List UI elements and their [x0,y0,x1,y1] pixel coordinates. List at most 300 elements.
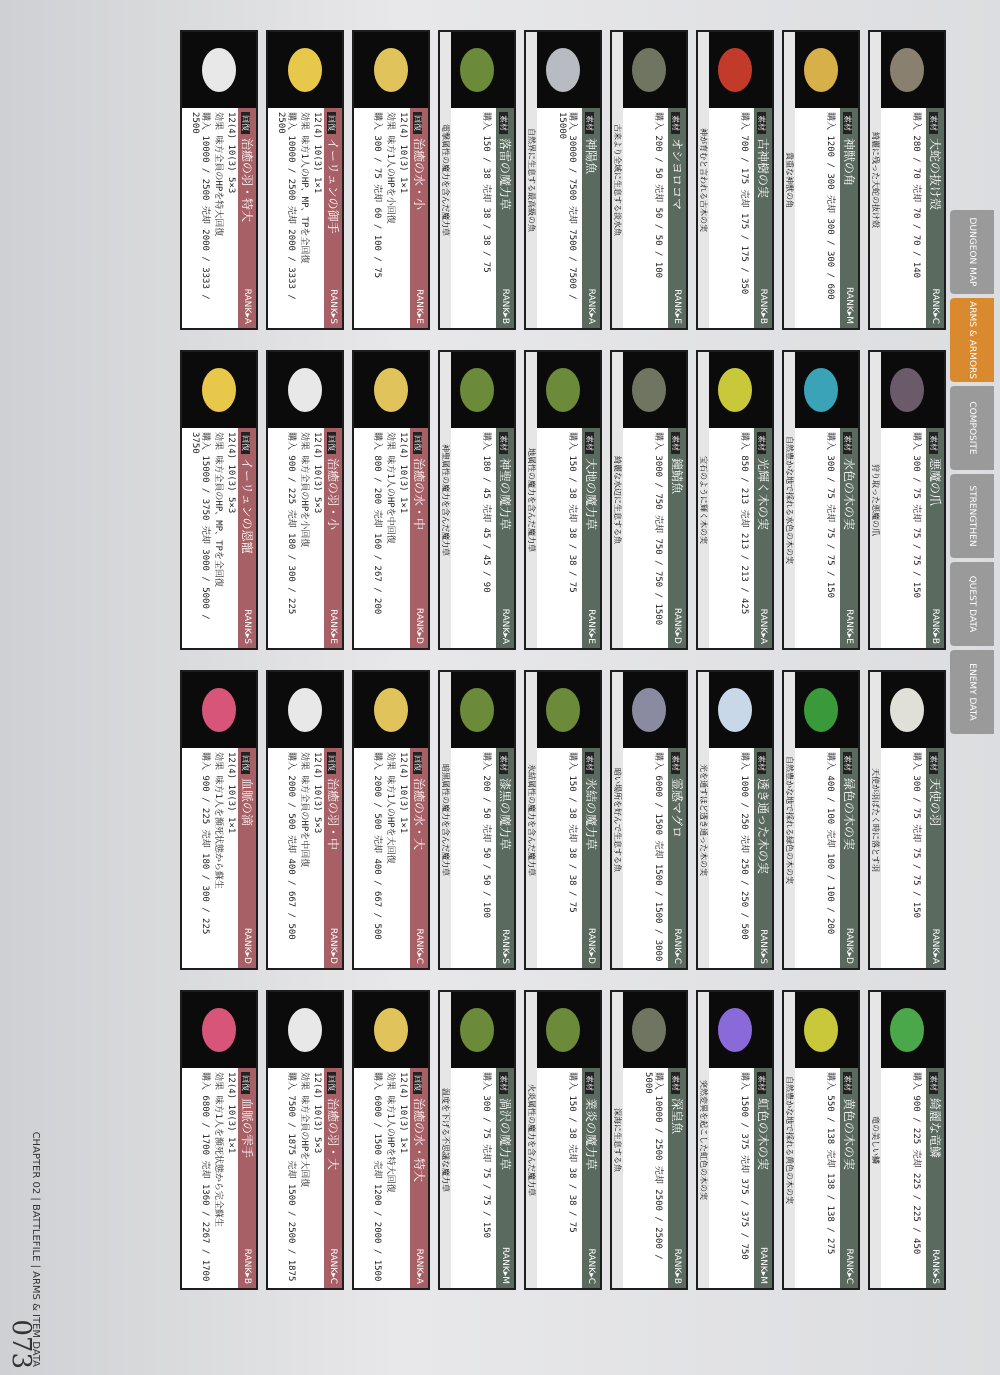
heal-stats-row: 12(4) 10(3) 5×3 [312,1072,322,1154]
item-stats [182,428,238,648]
material-item-card [438,990,516,1290]
item-rank: RANK▸D [586,927,596,964]
heal-effect: 効果 味方1人を瀕死状態から蘇生 [213,752,223,889]
heal-effect: 効果 味方1人のHPを特大回復 [385,1072,395,1193]
price-row: 購入 200 / 50 売却 50 / 50 / 100 [481,752,491,919]
material-item-card [782,350,860,650]
section-tabs [950,0,994,1375]
item-rank: RANK▸S [500,929,510,964]
item-name: 治癒の羽・小 [326,458,340,531]
icon-shape [804,688,838,732]
tab-label: STRENGTHEN [967,485,977,547]
heal-stats-row: 12(4) 10(3) 5×3 [226,432,236,514]
item-header [496,428,514,648]
icon-shape [202,688,236,732]
item-header [668,108,686,328]
heal-item-card [266,30,344,330]
item-category: 回復 [241,752,250,774]
item-rank: RANK▸S [242,609,252,644]
item-category: 素材 [843,112,852,134]
snake-skin-icon [870,32,944,108]
price-row: 購入 1000 / 250 売却 250 / 250 / 500 [739,752,749,940]
icon-shape [632,48,666,92]
tuna-icon [612,672,686,748]
icon-shape [460,1008,494,1052]
tab-label: DUNGEON MAP [967,217,977,287]
item-name: 天使の羽 [928,778,942,827]
material-item-card [782,30,860,330]
item-name: 綺麗な竜鱗 [928,1098,942,1159]
material-item-card [610,670,688,970]
item-header [668,428,686,648]
icon-shape [288,48,322,92]
item-category: 素材 [843,752,852,774]
item-name: 治癒の羽・大 [326,1098,340,1171]
icon-shape [632,368,666,412]
item-category: 素材 [929,112,938,134]
red-potion-icon [182,992,256,1068]
item-category: 素材 [757,752,766,774]
item-rank: RANK▸M [844,287,854,324]
item-category: 素材 [671,112,680,134]
potion-icon [354,352,428,428]
price-row: 購入 850 / 213 売却 213 / 213 / 425 [739,432,749,615]
icon-shape [804,1008,838,1052]
fish-icon [612,32,686,108]
item-header [324,1068,342,1288]
fish-icon [612,352,686,428]
item-name: 透き通った木の実 [756,778,770,875]
item-header [496,748,514,968]
price-row: 購入 10000 / 2500 売却 2000 / 3333 / 2500 [276,112,296,300]
potion-icon [354,992,428,1068]
price-row: 購入 10000 / 2500 売却 2500 / 2500 / 5000 [643,1072,663,1260]
item-header [238,1068,256,1288]
item-header [754,1068,772,1288]
item-category: 素材 [671,752,680,774]
leaf-icon [440,32,514,108]
price-row: 購入 400 / 100 売却 100 / 100 / 200 [825,752,835,935]
item-stats [268,428,324,648]
item-rank: RANK▸D [672,607,682,644]
heal-item-card [266,990,344,1290]
icon-shape [890,48,924,92]
icon-shape [804,48,838,92]
item-header [324,428,342,648]
item-header [926,108,944,328]
item-header [582,748,600,968]
icon-shape [546,1008,580,1052]
item-rank: RANK▸C [414,928,424,964]
item-name: 治癒の水・中 [412,458,426,531]
leaf-icon [526,352,600,428]
item-stats [354,748,410,968]
item-name: イーリュンの御手 [326,138,340,234]
tab-label: ARMS & ARMORS [967,301,977,379]
price-row: 購入 15000 / 3750 売却 3000 / 5000 / 3750 [190,432,210,620]
item-category: 素材 [757,1072,766,1094]
icon-shape [632,1008,666,1052]
item-header [840,108,858,328]
item-column [46,30,946,330]
icon-shape [546,368,580,412]
rainbow-fruit-icon [698,992,772,1068]
icon-shape [890,688,924,732]
item-description: 暗黒属性の魔力を含んだ魔力草 [440,672,451,968]
material-item-card [610,990,688,1290]
item-description: 自然豊かな地で採れる黄色の木の実 [784,992,795,1288]
feather-icon [268,672,342,748]
item-rank: RANK▸M [758,1247,768,1284]
item-description: 突然変異を起こした虹色の木の実 [698,992,709,1288]
green-fruit-icon [784,672,858,748]
icon-shape [718,1008,752,1052]
material-item-card [696,350,774,650]
item-category: 回復 [241,112,250,134]
scale-icon [870,992,944,1068]
item-stats [268,108,324,328]
potion-icon [354,672,428,748]
item-category: 回復 [413,432,422,454]
item-header [238,748,256,968]
item-rank: RANK▸E [414,289,424,324]
price-row: 購入 1500 / 375 売却 375 / 375 / 750 [739,1072,749,1260]
item-description: 深海に生息する魚 [612,992,623,1288]
item-header [238,108,256,328]
item-category: 回復 [327,112,336,134]
tab-strengthen[interactable] [950,474,994,558]
material-item-card [782,990,860,1290]
item-header [582,108,600,328]
item-name: イーリュンの恩寵 [240,458,254,554]
price-row: 購入 150 / 38 売却 38 / 38 / 75 [567,1072,577,1233]
item-rank: RANK▸E [328,609,338,644]
item-name: 黄色の木の実 [842,1098,856,1171]
heal-stats-row: 12(4) 10(3) 1×1 [398,1072,408,1154]
material-item-card [524,350,602,650]
leaf-icon [440,672,514,748]
material-item-card [524,990,602,1290]
heal-item-card [180,30,258,330]
item-category: 素材 [671,1072,680,1094]
icon-shape [288,368,322,412]
fish-icon [612,992,686,1068]
wing-icon [870,672,944,748]
tab-label: COMPOSITE [967,401,977,455]
price-row: 購入 900 / 225 売却 180 / 300 / 225 [286,432,296,615]
tab-composite[interactable] [950,386,994,470]
price-row: 購入 900 / 225 売却 180 / 300 / 225 [200,752,210,935]
material-item-card [868,30,946,330]
item-description: 神が育むと言われる古木の実 [698,32,709,328]
price-row: 購入 280 / 70 売却 70 / 70 / 140 [911,112,921,279]
item-header [410,428,428,648]
item-stats [354,108,410,328]
material-item-card [868,350,946,650]
item-description: 火炎属性の魔力を含んだ魔力草 [526,992,537,1288]
item-name: 血脈の滴 [240,778,254,827]
item-description: 綺麗に残った大蛇の抜け殻 [870,32,881,328]
icon-shape [374,688,408,732]
item-header [496,108,514,328]
page-number: 073 [6,1319,36,1369]
price-row: 購入 300 / 75 売却 75 / 75 / 150 [911,432,921,599]
item-name: 深皇魚 [670,1098,684,1135]
material-item-card [696,670,774,970]
material-item-card [696,30,774,330]
heal-stats-row: 12(4) 10(3) 5×3 [312,432,322,514]
item-rank: RANK▸A [500,608,510,644]
price-row: 購入 700 / 175 売却 175 / 175 / 350 [739,112,749,295]
item-name: 治癒の羽・中 [326,778,340,851]
material-item-card [438,670,516,970]
material-item-card [868,990,946,1290]
price-row: 購入 1200 / 300 売却 300 / 300 / 600 [825,112,835,300]
item-category: 素材 [499,752,508,774]
item-stats [354,1068,410,1288]
item-rank: RANK▸D [242,927,252,964]
item-rank: RANK▸A [242,288,252,324]
item-rank: RANK▸C [844,1248,854,1284]
item-description: 自然豊かな地で採れる水色の木の実 [784,352,795,648]
icon-shape [202,48,236,92]
item-description: 自然豊かな地で採れる緑色の木の実 [784,672,795,968]
item-category: 素材 [929,752,938,774]
price-row: 購入 300 / 75 売却 75 / 75 / 150 [911,752,921,919]
item-rank: RANK▸D [414,607,424,644]
item-header [926,428,944,648]
item-category: 素材 [585,112,594,134]
price-row: 購入 7500 / 1875 売却 1500 / 2500 / 1875 [286,1072,296,1282]
red-potion-icon [182,672,256,748]
price-row: 購入 550 / 138 売却 138 / 138 / 275 [825,1072,835,1255]
item-rank: RANK▸B [930,608,940,644]
item-name: 氷結の魔力草 [584,778,598,851]
silver-fish-icon [526,32,600,108]
heal-stats-row: 12(4) 10(3) 1×1 [226,1072,236,1154]
heal-stats-row: 12(4) 10(3) 5×3 [226,112,236,194]
tab-arms-armors[interactable] [950,298,994,382]
price-row: 購入 6000 / 1500 売却 1500 / 1500 / 3000 [653,752,663,962]
heal-effect: 効果 味方全員のHPを特大回復 [213,112,223,237]
item-category: 素材 [929,1072,938,1094]
heal-item-card [352,30,430,330]
item-header [410,748,428,968]
item-name: 古神樹の実 [756,138,770,199]
item-rank: RANK▸S [930,1249,940,1284]
blue-fruit-icon [784,352,858,428]
item-rank: RANK▸E [844,609,854,644]
heal-item-card [180,990,258,1290]
item-rank: RANK▸A [930,928,940,964]
item-rank: RANK▸A [414,1248,424,1284]
item-description: 天使が羽ばたく時に落とす羽 [870,672,881,968]
heal-item-card [266,670,344,970]
item-name: オシヨロコマ [670,138,684,211]
item-header [410,108,428,328]
item-category: 回復 [413,112,422,134]
price-row: 購入 3000 / 750 売却 750 / 750 / 1500 [653,432,663,626]
item-header [582,428,600,648]
material-item-card [610,350,688,650]
price-row: 購入 180 / 45 売却 45 / 45 / 90 [481,432,491,593]
item-description: 古来より全域に生息する淡水魚 [612,32,623,328]
item-category: 素材 [585,1072,594,1094]
item-name: 光輝く木の実 [756,458,770,531]
heal-effect: 効果 味方1人のHP、MP、TPを全回復 [299,112,309,264]
item-name: 鐘鯖魚 [670,458,684,495]
item-name: 落雷の魔力草 [498,138,512,211]
item-name: 緑色の木の実 [842,778,856,851]
heal-effect: 効果 味方1人のHPを大回復 [385,752,395,864]
item-rank: RANK▸C [586,1248,596,1284]
leaf-icon [440,352,514,428]
heal-item-card [352,350,430,650]
icon-shape [718,368,752,412]
price-row: 購入 200 / 50 売却 50 / 50 / 100 [653,112,663,279]
item-rank: RANK▸C [328,1248,338,1284]
item-description: 暗い場所を好んで生息する魚 [612,672,623,968]
price-row: 購入 150 / 38 売却 38 / 38 / 75 [567,432,577,593]
item-rank: RANK▸B [758,288,768,324]
item-header [324,108,342,328]
price-row: 購入 800 / 200 売却 160 / 267 / 200 [372,432,382,615]
heal-stats-row: 12(4) 10(3) 1×1 [398,752,408,834]
item-category: 素材 [929,432,938,454]
item-category: 素材 [671,432,680,454]
tab-enemy-data[interactable] [950,650,994,734]
item-rank: RANK▸D [328,927,338,964]
heal-effect: 効果 味方1人のHPを小回復 [385,112,395,224]
heal-effect: 効果 味方全員のHPを中回復 [299,752,309,868]
item-rank: RANK▸S [758,929,768,964]
item-description: 自然界に生息する最高級の魚 [526,32,537,328]
item-header [840,1068,858,1288]
item-category: 素材 [757,112,766,134]
item-description: 光を通すほど透き通った木の実 [698,672,709,968]
item-name: 渦沢の魔力草 [498,1098,512,1171]
heal-stats-row: 12(4) 10(3) 1×1 [226,752,236,834]
price-row: 購入 6800 / 1700 売却 1360 / 2267 / 1700 [200,1072,210,1282]
item-category: 回復 [413,752,422,774]
item-rank: RANK▸M [500,1247,510,1284]
price-row: 購入 2000 / 500 売却 400 / 667 / 500 [286,752,296,940]
item-rank: RANK▸E [586,609,596,644]
item-description: 電撃属性の魔力を含んだ魔力草 [440,32,451,328]
item-category: 素材 [585,432,594,454]
feather-icon [268,992,342,1068]
item-name: 業炎の魔力草 [584,1098,598,1171]
price-row: 購入 10000 / 2500 売却 2000 / 3333 / 2500 [190,112,210,300]
item-description: 温度を下げる不思議な魔力草 [440,992,451,1288]
item-header [754,108,772,328]
item-category: 回復 [327,432,336,454]
item-category: 回復 [413,1072,422,1094]
item-category: 素材 [499,1072,508,1094]
feather-icon [182,32,256,108]
item-description: 狩り取った悪魔の爪 [870,352,881,648]
icon-shape [718,688,752,732]
tab-label: QUEST DATA [967,575,977,633]
item-header [668,1068,686,1288]
item-name: 治癒の水・小 [412,138,426,211]
heal-effect: 効果 味方全員のHP、MP、TPを全回復 [213,432,223,587]
heal-stats-row: 12(4) 10(3) 1×1 [398,432,408,514]
item-name: 水色の木の実 [842,458,856,531]
item-rank: RANK▸B [500,288,510,324]
item-name: 大地の魔力草 [584,458,598,531]
price-row: 購入 300 / 75 売却 75 / 75 / 150 [825,432,835,599]
item-header [926,1068,944,1288]
item-rank: RANK▸B [242,1248,252,1284]
item-name: 治癒の羽・特大 [240,138,254,223]
icon-shape [804,368,838,412]
heal-effect: 効果 味方全員のHPを小回復 [299,432,309,548]
leaf-icon [526,672,600,748]
item-stats [182,748,238,968]
item-header [324,748,342,968]
red-fruit-icon [698,32,772,108]
price-row: 購入 6000 / 1500 売却 1200 / 2000 / 1500 [372,1072,382,1282]
yellow-fruit-icon [784,992,858,1068]
tab-label: ENEMY DATA [967,663,977,721]
heal-stats-row: 12(4) 10(3) 1×1 [312,112,322,194]
icon-shape [460,368,494,412]
item-category: 素材 [585,752,594,774]
material-item-card [524,670,602,970]
heal-item-card [180,350,258,650]
tab-quest-data[interactable] [950,562,994,646]
feather-icon [268,352,342,428]
item-name: 大蛇の抜け殻 [928,138,942,211]
tab-dungeon-map[interactable] [950,210,994,294]
item-category: 回復 [327,1072,336,1094]
icon-shape [374,48,408,92]
item-column [46,670,946,970]
gold-potion-icon [268,32,342,108]
price-row: 購入 150 / 38 売却 38 / 38 / 75 [481,112,491,273]
item-header [840,428,858,648]
material-item-card [782,670,860,970]
item-header [754,748,772,968]
item-description: 宝石のように輝く木の実 [698,352,709,648]
item-header [582,1068,600,1288]
price-row: 購入 150 / 38 売却 38 / 38 / 75 [567,752,577,913]
item-stats [354,428,410,648]
icon-shape [890,368,924,412]
potion-icon [354,32,428,108]
icon-shape [890,1008,924,1052]
item-category: 回復 [327,752,336,774]
heal-effect: 効果 味方1人のHPを中回復 [385,432,395,544]
leaf-icon [440,992,514,1068]
item-category: 素材 [843,1072,852,1094]
item-rank: RANK▸C [672,928,682,964]
item-name: 神聖の魔力草 [498,458,512,531]
item-header [926,748,944,968]
heal-stats-row: 12(4) 10(3) 1×1 [398,112,408,194]
icon-shape [460,688,494,732]
item-category: 素材 [843,432,852,454]
item-header [754,428,772,648]
item-description: 竜の美しい鱗 [870,992,881,1288]
material-item-card [438,30,516,330]
item-header [238,428,256,648]
icon-shape [374,368,408,412]
item-rank: RANK▸E [672,289,682,324]
heal-item-card [266,350,344,650]
item-rank: RANK▸A [758,608,768,644]
